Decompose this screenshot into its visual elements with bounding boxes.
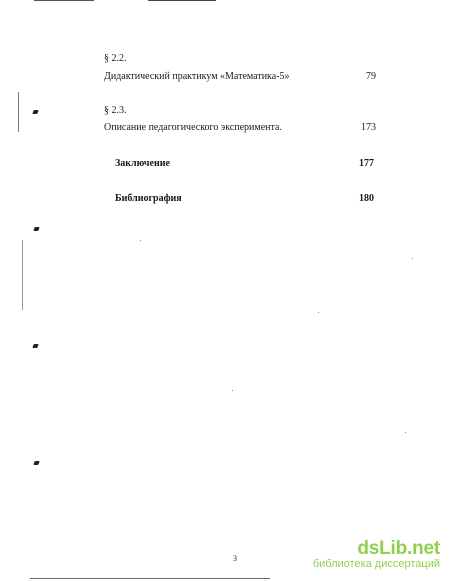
scan-speck xyxy=(412,258,413,259)
scan-artifact-mark xyxy=(32,344,38,348)
scan-artifact-line xyxy=(22,240,23,310)
page-number: 3 xyxy=(233,554,237,563)
scan-artifact-mark xyxy=(32,110,38,114)
scan-artifact-line xyxy=(18,92,19,132)
scan-artifact-line xyxy=(34,0,94,1)
watermark xyxy=(300,538,440,572)
toc-bibliography-title: Библиография xyxy=(115,193,182,204)
toc-bibliography-page: 180 xyxy=(359,193,374,204)
toc-conclusion-page: 177 xyxy=(359,158,374,169)
scan-speck xyxy=(405,432,406,433)
scan-artifact-mark xyxy=(33,227,39,231)
toc-entry-title: Описание педагогического эксперимента. xyxy=(104,122,282,133)
scan-speck xyxy=(232,390,233,391)
toc-entry-title: Дидактический практикум «Математика-5» xyxy=(104,71,290,82)
scan-speck xyxy=(140,240,141,241)
toc-entry-page: 79 xyxy=(366,71,376,82)
watermark-logo: dsLib.net xyxy=(357,538,440,559)
toc-entry-page: 173 xyxy=(361,122,376,133)
toc-section-number: § 2.2. xyxy=(104,53,127,64)
toc-section-number: § 2.3. xyxy=(104,105,127,116)
watermark-caption: библиотека диссертаций xyxy=(312,558,440,570)
scan-artifact-line xyxy=(148,0,216,1)
scan-artifact-line xyxy=(30,578,270,579)
scan-speck xyxy=(318,312,319,313)
toc-conclusion-title: Заключение xyxy=(115,158,170,169)
scan-artifact-mark xyxy=(33,461,39,465)
